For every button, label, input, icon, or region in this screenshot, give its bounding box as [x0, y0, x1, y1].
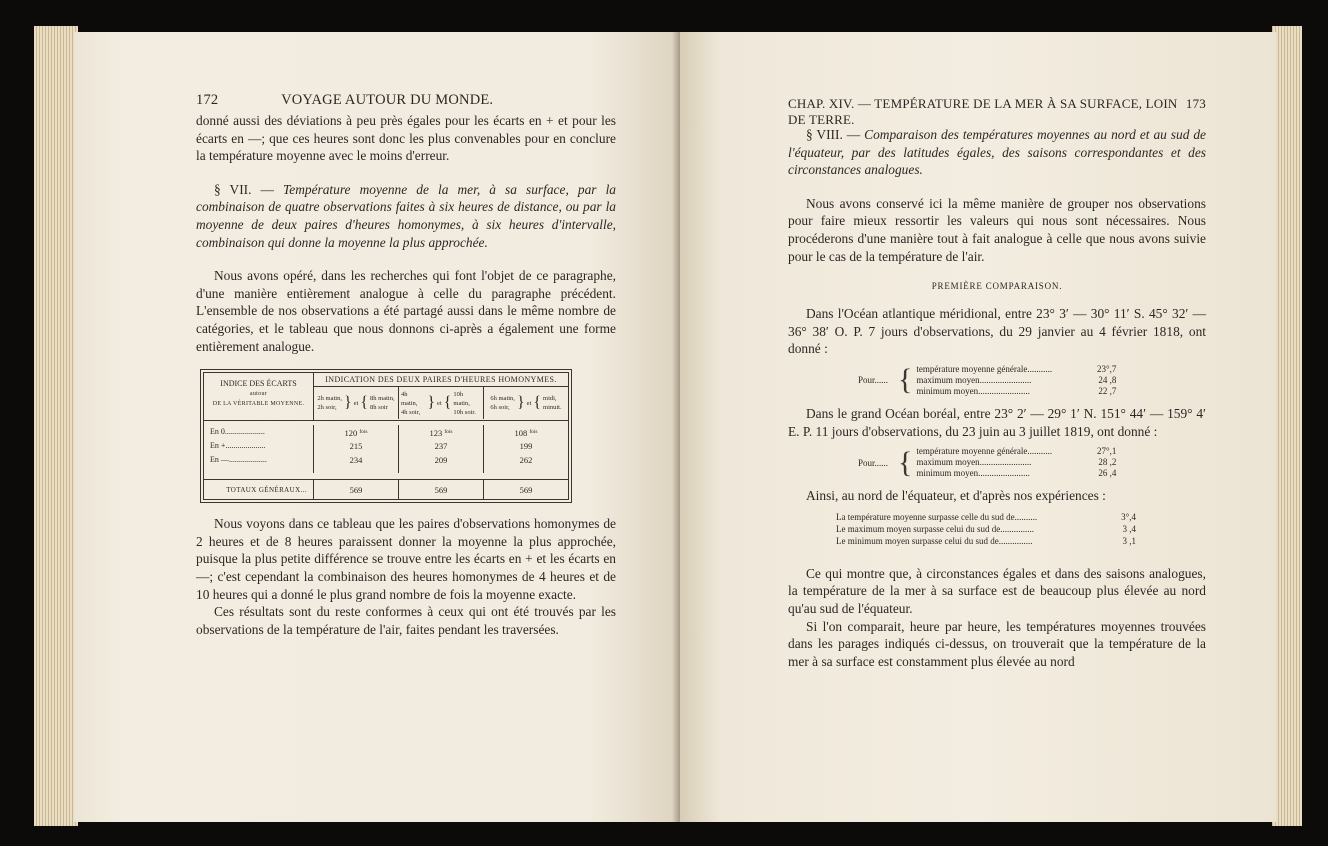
conclusion-paragraph: Nous voyons dans ce tableau que les paires d'observations homonymes de 2 heures et de 8 heures paraissent donner la moyenne la plus approchée, puisque la plus petite différence se trouve entre les écarts en + et les écarts en —; c'est cependant la combinaison des heures homonymes de 4 heures et de 10 heures qui a donné le plus grand nombre de fois la moyenne exacte. [196, 516, 616, 602]
table-col-header-1: 2h matin, 2h soir, } et { 8h matin, 8h soir [314, 387, 399, 419]
section-8-heading [788, 126, 1206, 179]
left-page [74, 32, 680, 822]
row-cell: 120 $^{fois}$ [314, 425, 399, 439]
section-7-heading [196, 181, 616, 251]
results-paragraph: Ces résultats sont du reste conformes à ceux qui ont été trouvés par les observations de la température de l'air, faites pendant les traversées. [196, 604, 616, 637]
pour-label: Pour...... [858, 457, 889, 468]
total-cell: 569 [314, 480, 399, 499]
value-row: température moyenne générale........... 27°,1 [916, 446, 1117, 457]
table-header [204, 373, 568, 421]
section-8-number: § VIII. — [806, 127, 861, 142]
row-label: En +.................... [204, 439, 314, 453]
section-7-title: Température moyenne de la mer, à sa surface, par la combinaison de quatre observations faites à six heures de distance, ou par la moyenne de deux paires d'heures homonymes, à six heures d'intervalle, combinaison qui donne la moyenne la plus approchée. [196, 181, 616, 250]
left-page-content [196, 92, 616, 638]
value-row: minimum moyen....................... 22 ,7 [916, 385, 1117, 396]
difference-row: La température moyenne surpasse celle du sud de.......... 3°,4 [836, 511, 1136, 522]
north-values-block: Pour...... { température moyenne générale........... 27°,1 maximum moyen....................... 28 ,2 minimum moyen....................... 26 ,4 [858, 445, 1117, 479]
table-row [204, 439, 568, 453]
left-intro-paragraph: donné aussi des déviations à peu près égales pour les écarts en + et pour les écarts en —; que ces heures sont donc les plus convenables pour en conclure la température moyenne avec le moins d'erreur. [196, 113, 616, 164]
table-total-row [204, 479, 568, 499]
total-cell: 569 [399, 480, 484, 499]
method-paragraph: Nous avons opéré, dans les recherches qui font l'objet de ce paragraphe, d'une manière entièrement analogue à celle du paragraphe précédent. L'ensemble de nos observations a été partagé aussi dans le même nombre de catégories, et le tableau que nous donnons ci-après a également une forme entièrement analogue. [196, 268, 616, 354]
homonymous-hours-table [200, 369, 572, 503]
comparison-subheading: PREMIÈRE COMPARAISON. [931, 281, 1063, 292]
south-values-block: Pour...... { température moyenne générale........... 23°,7 maximum moyen....................... 24 ,8 minimum moyen....................... 22 ,7 [858, 363, 1117, 397]
value-row: température moyenne générale........... 23°,7 [916, 363, 1117, 374]
right-running-head [788, 96, 1206, 127]
right-page [680, 32, 1276, 822]
ainsi-paragraph: Ainsi, au nord de l'équateur, et d'après nos expériences : [806, 488, 1106, 504]
row-cell: 215 [314, 439, 399, 453]
right-page-number: 173 [1185, 96, 1206, 111]
row-cell: 199 [519, 441, 533, 452]
row-cell: 262 [519, 455, 533, 466]
section-7-number: § VII. — [214, 181, 274, 197]
row-label: En 0.................... [204, 425, 314, 439]
header-indice: INDICE DES ÉCARTS [220, 379, 297, 389]
total-label: TOTAUX GÉNÉRAUX... [204, 480, 314, 499]
page-edges-left [34, 26, 78, 826]
right-last-paragraph: Si l'on comparait, heure par heure, les températures moyennes trouvées dans les parages indiqués ci-dessus, on trouverait que la température de la mer à sa surface est constamment plus élevée au nord [788, 618, 1206, 669]
section-8-title: Comparaison des températures moyennes au nord et au sud de l'équateur, par des latitudes égales, des saisons correspondantes et des circonstances analogues. [788, 127, 1207, 178]
table-col-header-3: 6h matin, 6h soir, } et { midi, minuit. [490, 394, 562, 412]
right-intro-paragraph: Nous avons conservé ici la même manière de grouper nos observations pour faire mieux ressortir les valeurs qui nous sont nécessaires. Nous procéderons d'une manière tout à fait analogue à celle que nous avons suivie pour le cas de la température de l'air. [788, 195, 1206, 264]
row-label: En —................... [204, 453, 314, 467]
row-cell: 108 $^{fois}$ [514, 428, 538, 439]
header-autour: autour [249, 391, 268, 398]
row-cell: 209 [399, 453, 484, 467]
value-row: maximum moyen....................... 24 ,8 [916, 374, 1117, 385]
value-row: maximum moyen....................... 28 ,2 [916, 457, 1117, 468]
value-row: minimum moyen....................... 26 ,4 [916, 468, 1117, 479]
table-span-header: INDICATION DES DEUX PAIRES D'HEURES HOMONYMES. [314, 373, 568, 387]
open-book [34, 20, 1302, 832]
pour-label: Pour...... [858, 375, 889, 386]
left-page-number: 172 [196, 92, 219, 108]
total-cell: 569 [519, 485, 533, 496]
table-row [204, 425, 568, 439]
row-cell: 234 [314, 453, 399, 467]
difference-row: Le minimum moyen surpasse celui du sud de............... 3 ,1 [836, 535, 1136, 546]
north-pacific-paragraph: Dans le grand Océan boréal, entre 23° 2′ — 29° 1′ N. 151° 44′ — 159° 4′ E. P. 11 jours d'observations, du 23 juin au 3 juillet 1819, ont donné : [788, 405, 1206, 439]
row-cell: 123 $^{fois}$ [399, 425, 484, 439]
left-running-head [196, 92, 616, 112]
page-edges-right [1272, 26, 1302, 826]
table-row [204, 453, 568, 467]
header-moyenne: DE LA VÉRITABLE MOYENNE. [212, 401, 305, 408]
south-atlantic-paragraph: Dans l'Océan atlantique méridional, entre 23° 3′ — 30° 11′ S. 45° 32′ — 36° 38′ O. P. 7 jours d'observations, du 29 janvier au 4 février 1818, ont donné : [788, 306, 1206, 357]
right-page-content [788, 96, 1206, 670]
difference-row: Le maximum moyen surpasse celui du sud de............... 3 ,4 [836, 523, 1136, 534]
right-running-title: CHAP. XIV. — TEMPÉRATURE DE LA MER À SA SURFACE, LOIN DE TERRE. [788, 96, 1178, 127]
right-conclusion-paragraph: Ce qui montre que, à circonstances égales et dans des saisons analogues, la température de la mer à sa surface est de beaucoup plus élevée au nord qu'au sud de l'équateur. [788, 565, 1206, 616]
table-col-header-2: 4h matin, 4h soir, } et { 10h matin, 10h soir. [399, 387, 484, 419]
left-running-title: VOYAGE AUTOUR DU MONDE. [281, 92, 494, 108]
table-header-left [204, 373, 314, 420]
row-cell: 237 [399, 439, 484, 453]
differences-list [836, 511, 1136, 547]
